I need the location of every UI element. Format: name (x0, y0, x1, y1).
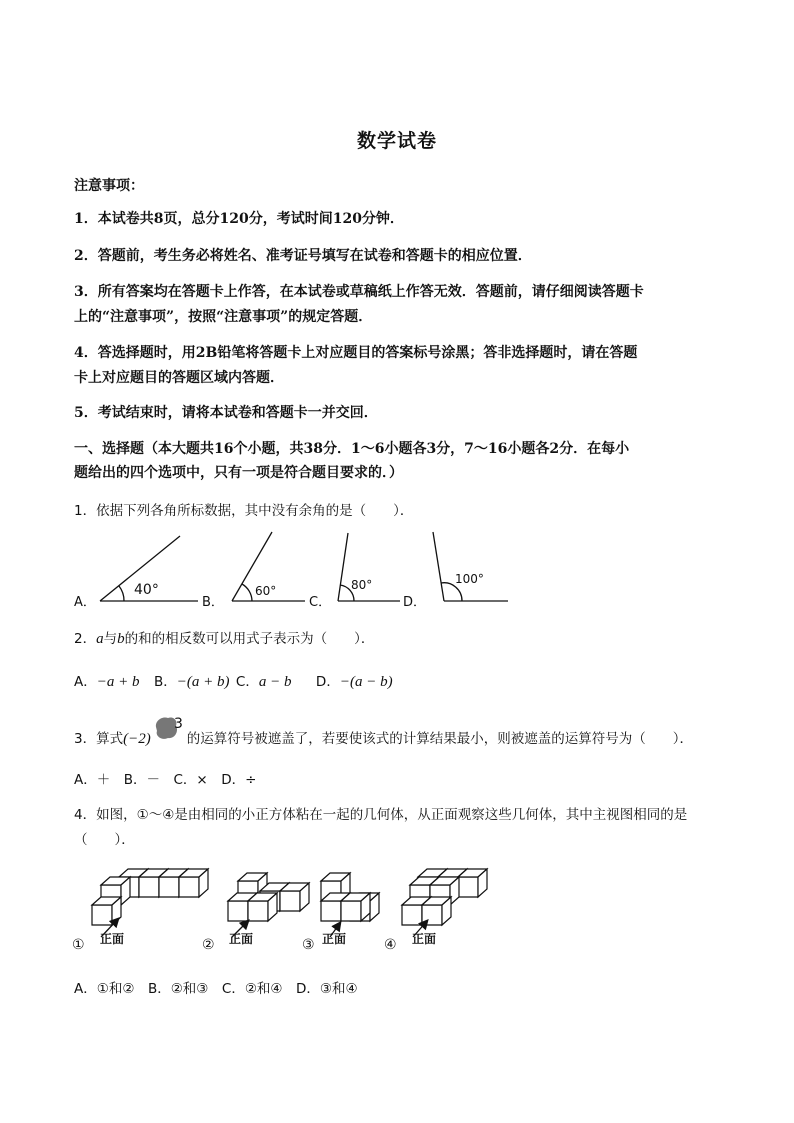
question-4-stem-cont: （ ）． (74, 832, 135, 848)
question-2-stem (74, 627, 374, 648)
figure-3-front-label: 正面 (322, 932, 347, 946)
q2-var-b: b (117, 631, 125, 647)
notice-item-4-cont: 卡上对应题目的答题区域内答题． (74, 370, 284, 386)
q2-rest: 的和的相反数可以用式子表示为（ ）． (124, 631, 375, 647)
option-b-label: B． (202, 595, 224, 610)
figure-4-number: ④ (384, 937, 397, 953)
question-1-figure (0, 528, 794, 610)
section-heading-cont: 题给出的四个选项中，只有一项是符合题目要求的．） (74, 465, 403, 481)
q2-option-a-label: A． (74, 674, 97, 690)
q2-number: 2． (74, 631, 97, 647)
q2-option-b-label: B． (153, 674, 177, 690)
figure-1-number: ① (72, 937, 85, 953)
option-c-label: C． (309, 595, 332, 610)
figure-2-number: ② (202, 937, 215, 953)
question-4-figure (0, 865, 794, 955)
page-title: 数学试卷 (356, 130, 437, 152)
q2-var-a: a (96, 631, 104, 647)
q2-option-c-label: C． (235, 674, 259, 690)
q2-option-d-label: D． (315, 674, 340, 690)
figure-3-number: ③ (302, 937, 315, 953)
notice-item-5: 5．考试结束时，请将本试卷和答题卡一并交回． (74, 405, 378, 421)
question-1-stem: 1．依据下列各角所标数据，其中没有余角的是（ ）． (74, 503, 414, 519)
notice-heading: 注意事项： (74, 178, 144, 194)
solid-4 (402, 869, 487, 937)
angle-b-value: 60° (255, 584, 277, 598)
figure-4-front-label: 正面 (412, 932, 437, 946)
question-3-options: A．＋ B．－ C．× D．÷ (74, 772, 257, 788)
q3-expr: (−2) (123, 731, 151, 747)
question-4-stem: 4．如图，①～④是由相同的小正方体粘在一起的几何体，从正面观察这些几何体，其中主视图相同的是 (74, 807, 688, 823)
angle-a-value: 40° (134, 582, 159, 598)
solid-2 (228, 873, 309, 937)
q2-option-b: −(a + b) (176, 674, 230, 690)
notice-item-3-cont: 上的“注意事项”，按照“注意事项”的规定答题． (74, 309, 373, 325)
solid-3 (321, 873, 379, 937)
ink-blot-icon (153, 715, 185, 745)
q2-option-d: −(a − b) (339, 674, 393, 690)
angle-c-value: 80° (351, 578, 373, 592)
angle-d-value: 100° (455, 572, 484, 586)
option-a-label: A． (74, 595, 96, 610)
q3-suffix: 的运算符号被遮盖了，若要使该式的计算结果最小，则被遮盖的运算符号为（ ）． (186, 731, 693, 747)
figure-2-front-label: 正面 (229, 932, 254, 946)
solid-1 (92, 869, 208, 937)
notice-item-3: 3．所有答案均在答题卡上作答，在本试卷或草稿纸上作答无效．答题前，请仔细阅读答题卡 (74, 284, 644, 300)
q2-option-a: −a + b (96, 674, 140, 690)
q3-covered-digit: 3 (173, 716, 183, 732)
notice-item-1: 1．本试卷共8页，总分120分，考试时间120分钟． (74, 211, 404, 227)
section-heading: 一、选择题（本大题共16个小题，共38分．1～6小题各3分，7～16小题各2分．在每小 (74, 441, 630, 457)
question-3-stem (74, 716, 693, 748)
notice-item-4: 4．答选择题时，用2B铅笔将答题卡上对应题目的答案标号涂黑；答非选择题时，请在答题 (74, 345, 638, 361)
question-4-options: A．①和② B．②和③ C．②和④ D．③和④ (74, 981, 358, 997)
notice-item-2: 2．答题前，考生务必将姓名、准考证号填写在试卷和答题卡的相应位置． (74, 248, 532, 264)
q3-prefix: 3．算式 (74, 731, 124, 747)
q2-option-c: a − b (258, 674, 292, 690)
figure-1-front-label: 正面 (100, 932, 125, 946)
question-2-options (74, 670, 393, 691)
option-d-label: D． (403, 595, 427, 610)
q2-mid: 与 (103, 631, 118, 647)
q3-covered-symbol (151, 716, 187, 743)
